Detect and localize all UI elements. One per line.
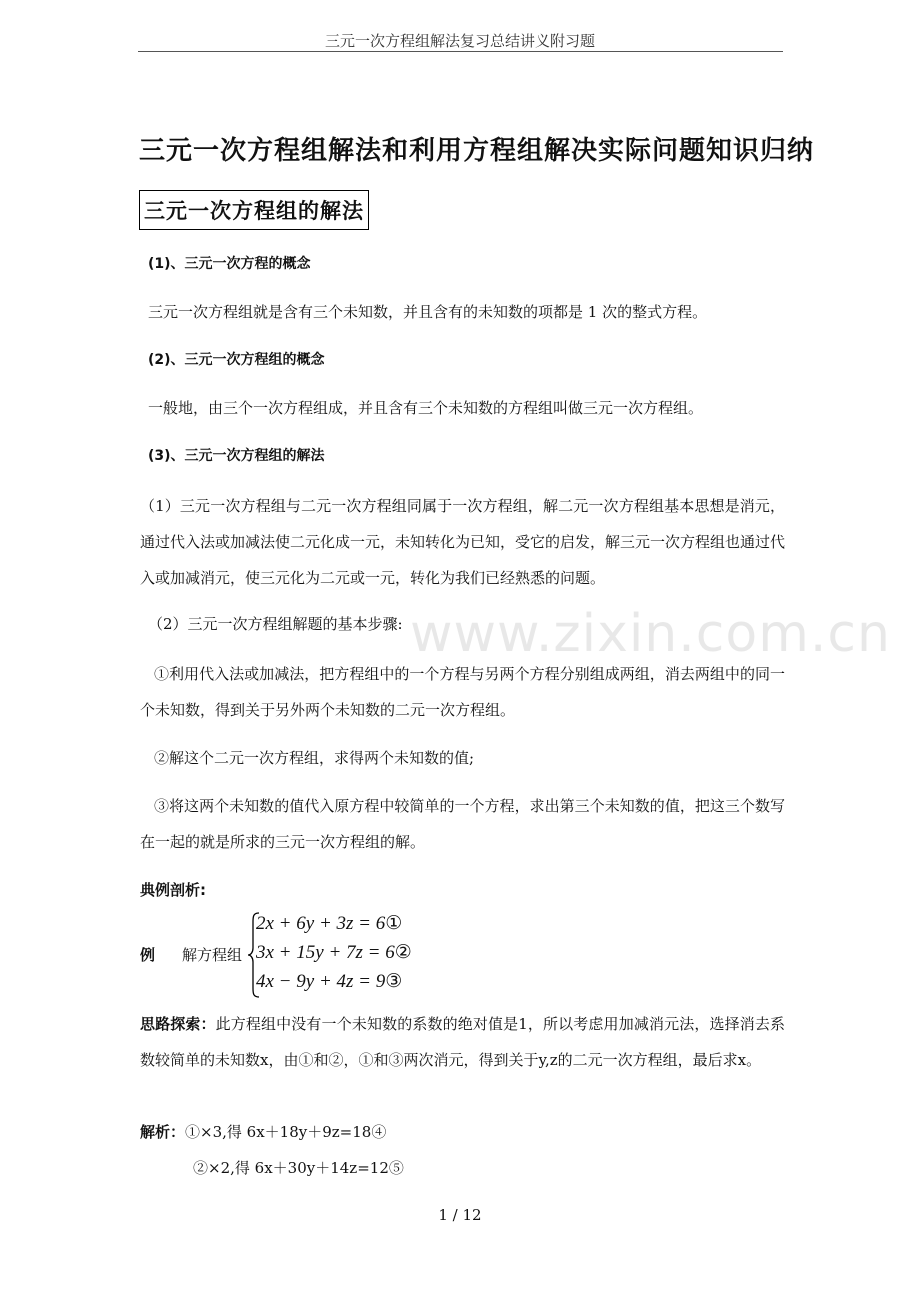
method-step-3: ③将这两个未知数的值代入原方程中较简单的一个方程，求出第三个未知数的值，把这三个数写在一起的就是所求的三元一次方程组的解。 — [140, 797, 785, 851]
section-heading: 三元一次方程组的解法 — [139, 190, 369, 230]
equation-3: 4x − 9y + 4z = 9③ — [256, 971, 403, 992]
equation-2: 3x + 15y + 7z = 6② — [256, 942, 412, 963]
equation-1-mark: ① — [385, 913, 403, 934]
solution-line-2: ②×2,得 6x＋30y＋14z=12⑤ — [193, 1159, 404, 1177]
example-block — [140, 910, 540, 1000]
equation-3-mark: ③ — [385, 971, 403, 992]
solution-line-1: 解析：①×3,得 6x＋18y＋9z=18④ — [140, 1123, 387, 1141]
method-paragraph-2: （2）三元一次方程组解题的基本步骤: — [148, 615, 403, 633]
running-header: 三元一次方程组解法复习总结讲义附习题 — [324, 32, 595, 50]
concept-2-heading: (2)、三元一次方程组的概念 — [148, 352, 325, 368]
method-step-2: ②解这个二元一次方程组，求得两个未知数的值; — [154, 749, 475, 767]
concept-1-heading: (1)、三元一次方程的概念 — [148, 256, 311, 272]
solution-label: 解析： — [140, 1123, 186, 1141]
concept-1-body: 三元一次方程组就是含有三个未知数，并且含有的未知数的项都是 1 次的整式方程。 — [148, 303, 708, 321]
example-prompt: 解方程组 — [182, 946, 243, 964]
concept-3-heading: (3)、三元一次方程组的解法 — [148, 448, 325, 464]
page-number: 1 / 12 — [438, 1206, 482, 1224]
example-section-label: 典例剖析: — [140, 881, 206, 899]
analysis-text: 此方程组中没有一个未知数的系数的绝对值是1，所以考虑用加减消元法，选择消去系数较简单的未知数x，由①和②，①和③两次消元，得到关于y,z的二元一次方程组，最后求x。 — [140, 1015, 785, 1069]
analysis-label: 思路探索： — [140, 1015, 216, 1033]
method-step-1: ①利用代入法或加减法，把方程组中的一个方程与另两个方程分别组成两组，消去两组中的同一个未知数，得到关于另外两个未知数的二元一次方程组。 — [140, 665, 785, 719]
equation-1: 2x + 6y + 3z = 6① — [256, 913, 403, 934]
example-label: 例 — [140, 946, 156, 964]
equation-2-mark: ② — [394, 942, 412, 963]
document-title: 三元一次方程组解法和利用方程组解决实际问题知识归纳 — [139, 136, 815, 166]
header-divider — [138, 51, 783, 52]
watermark: www.zixin.com.cn — [410, 604, 891, 664]
analysis-paragraph — [140, 1006, 785, 1078]
concept-2-body: 一般地，由三个一次方程组成，并且含有三个未知数的方程组叫做三元一次方程组。 — [148, 399, 704, 417]
method-paragraph-1: （1）三元一次方程组与二元一次方程组同属于一次方程组，解二元一次方程组基本思想是消元，通过代入法或加减法使二元化成一元，未知转化为已知，受它的启发，解三元一次方程组也通过代入或加减消元，使三元化为二元或一元，转化为我们已经熟悉的问题。 — [140, 497, 786, 587]
